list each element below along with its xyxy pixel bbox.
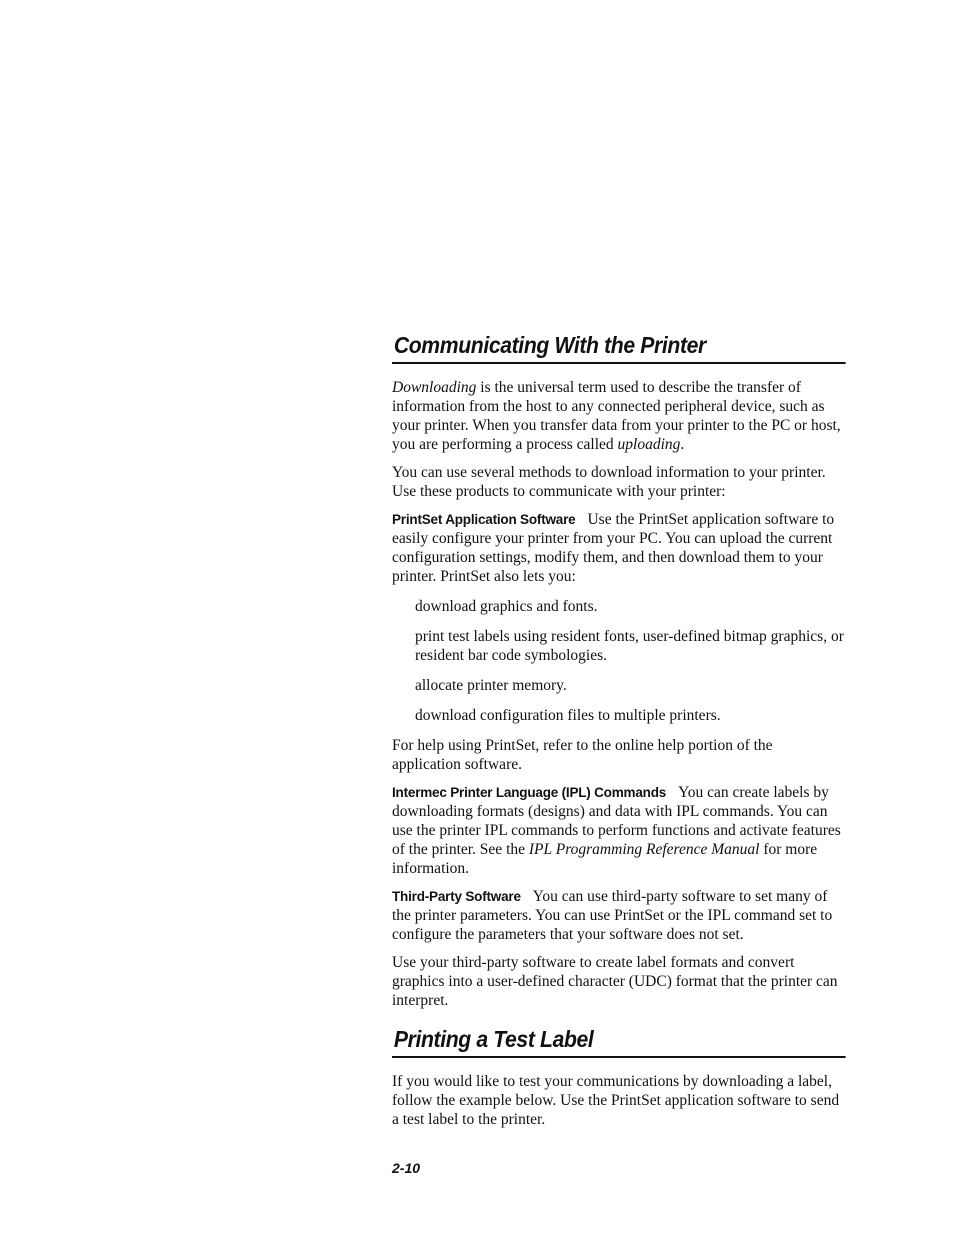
list-item: print test labels using resident fonts, user-defined bitmap graphics, or resident bar code symbologies.: [415, 628, 844, 664]
list-item: download graphics and fonts.: [415, 598, 598, 615]
test-label-section: [392, 1024, 844, 1129]
third-party-paragraph: [392, 887, 844, 944]
ipl-text-a: You can create labels by downloading formats (designs) and data with IPL commands. You can use the printer IPL commands to perform functions and activate features of the printer. See the: [392, 784, 841, 858]
printset-runin-heading: PrintSet Application Software: [392, 512, 576, 527]
intro-text-b: .: [680, 436, 685, 453]
list-item: download configuration files to multiple printers.: [415, 707, 721, 724]
term-uploading: uploading: [617, 436, 681, 453]
page-number: 2-10: [392, 1160, 421, 1176]
third-party-followup-paragraph: Use your third-party software to create label formats and convert graphics into a user-defined character (UDC) format that the printer can interpret.: [392, 954, 838, 1009]
test-label-paragraph: If you would like to test your communications by downloading a label, follow the example below. Use the PrintSet application software to send a test label to the printer.: [392, 1073, 840, 1128]
third-party-runin-heading: Third-Party Software: [392, 889, 521, 904]
page-content: [392, 330, 844, 1129]
ipl-text-b: for more information.: [392, 841, 818, 877]
section-heading-test-label: Printing a Test Label: [392, 1024, 846, 1058]
list-item: allocate printer memory.: [415, 677, 567, 694]
printset-paragraph: [392, 510, 844, 586]
methods-intro-paragraph: You can use several methods to download information to your printer. Use these products to communicate with your printer:: [392, 464, 826, 500]
ipl-manual-reference: IPL Programming Reference Manual: [528, 841, 760, 858]
printset-text: Use the PrintSet application software to easily configure your printer from your PC. You can upload the current configuration settings, modify them, and then download them to your printer. PrintSet also lets you:: [392, 511, 835, 585]
ipl-runin-heading: Intermec Printer Language (IPL) Commands: [392, 785, 667, 800]
intro-text-a: is the universal term used to describe the transfer of information from the host to any connected peripheral device, such as your printer. When you transfer data from your printer to the PC or host, you are performing a process called: [392, 379, 841, 453]
section-heading-communicating: Communicating With the Printer: [392, 330, 846, 364]
term-downloading: Downloading: [392, 379, 477, 396]
ipl-paragraph: [392, 783, 844, 878]
printset-help-paragraph: For help using PrintSet, refer to the online help portion of the application software.: [392, 737, 773, 773]
third-party-text: You can use third-party software to set many of the printer parameters. You can use PrintSet or the IPL command set to configure the parameters that your software does not set.: [392, 888, 833, 943]
intro-paragraph: [392, 378, 844, 454]
